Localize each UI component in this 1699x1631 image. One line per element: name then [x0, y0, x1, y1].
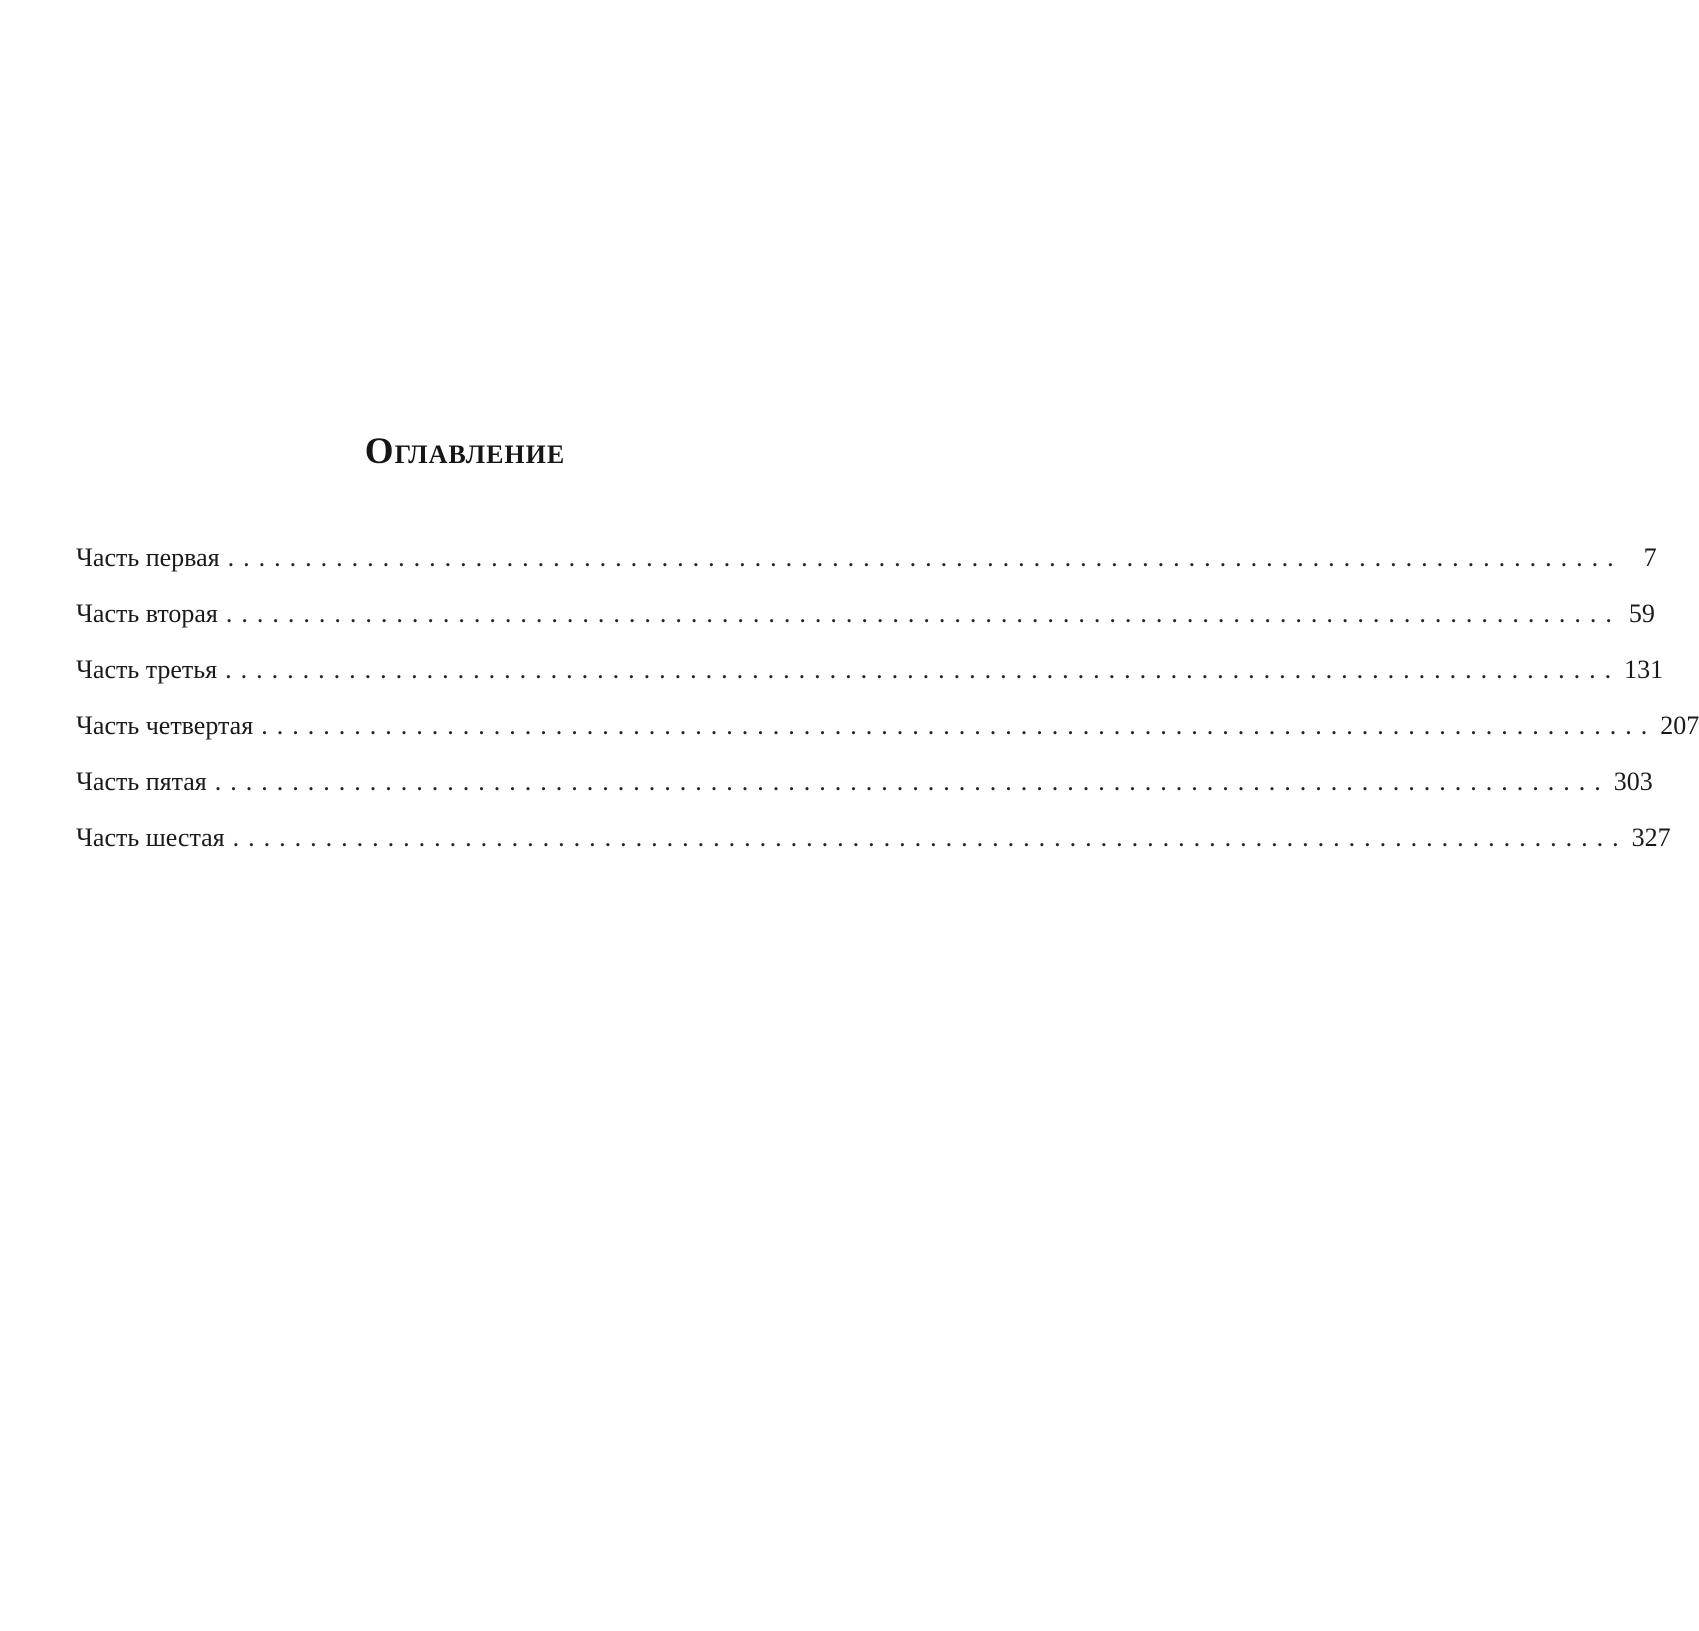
toc-page-number: 327: [1631, 823, 1671, 852]
toc-leader-dots: ..........................................................................................: [227, 543, 1623, 572]
toc-entry: [76, 652, 1664, 708]
toc-entry: [76, 540, 1657, 596]
toc-entry: [76, 764, 1653, 820]
toc-entry-label: Часть первая: [76, 543, 220, 572]
toc-page-number: 131: [1624, 655, 1664, 684]
toc-leader-dots: ..........................................................................................: [232, 823, 1628, 852]
toc-leader-dots: ..........................................................................................: [214, 767, 1610, 796]
toc-page-number: 59: [1628, 599, 1655, 628]
page-title: Оглавление: [364, 431, 566, 472]
toc-page-number: 7: [1643, 543, 1657, 572]
toc-entry-label: Часть третья: [76, 655, 218, 684]
toc-leader-dots: ..........................................................................................: [225, 599, 1621, 628]
toc-page-number: 303: [1613, 767, 1653, 796]
toc-leader-dots: ..........................................................................................: [261, 711, 1657, 740]
toc-page-number: 207: [1660, 711, 1699, 740]
toc-leader-dots: ..........................................................................................: [225, 655, 1621, 684]
toc-entry: [76, 708, 1699, 764]
toc-entry-label: Часть шестая: [76, 823, 225, 852]
toc-entry: [76, 820, 1671, 876]
toc-entry-label: Часть четвертая: [76, 711, 254, 740]
toc-list: [76, 540, 1699, 876]
toc-entry-label: Часть вторая: [76, 599, 218, 628]
toc-entry-label: Часть пятая: [76, 767, 207, 796]
toc-entry: [76, 596, 1655, 652]
